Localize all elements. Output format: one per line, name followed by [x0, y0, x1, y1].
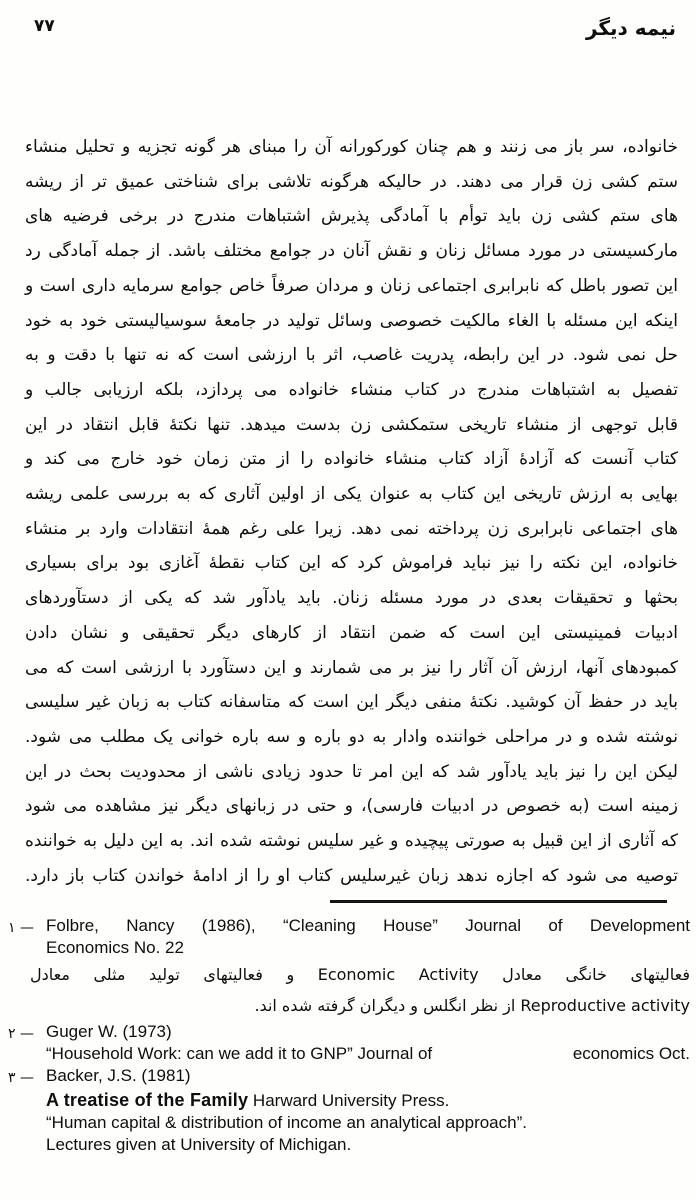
footnote-3-book-title: A treatise of the Family	[46, 1090, 249, 1111]
footnote-1-reference-line1: Folbre, Nancy (1986), “Cleaning House” Journal of Development	[46, 916, 690, 936]
body-line: که آثاری از این قبیل به صورتی پیچیده و غیر سلیس نوشته شده اند. به این دلیل به خواننده	[25, 831, 678, 852]
footnote-1	[8, 915, 690, 959]
body-line: بحثها و تحقیقات بعدی در مورد مسئله زنان. باید یادآور شد که یکی از دستآوردهای	[25, 588, 678, 609]
body-line: های ستم کشی زن باید توأم با آمادگی پذیرش اشتباهات مندرج در برخی فرضیه های	[25, 206, 678, 227]
footnote-2-journal: economics Oct.	[572, 1044, 690, 1064]
body-line: ادبیات فمینیستی این است که ضمن انتقاد از کارهای دیگر تحقیقی و نشان دادن	[25, 622, 678, 643]
footnote-2	[8, 1021, 690, 1065]
body-line: حل نمی شود. در این رابطه، پدریت غاصب، اثر با ارزشی است که نه تنها با دقت و به	[25, 345, 678, 366]
body-line: نوشته شده و در مراحلی خواننده وادار به دو باره و سه باره خوانی یک مطلب می شود.	[25, 726, 678, 747]
body-line: خانواده، این نکته را نیز نباید فراموش کرد که این کتاب نقطهٔ آغازی بود برای بسیاری	[25, 553, 678, 574]
body-line: مارکسیستی در مورد مسائل زنان و نقش آنان در جوامع مختلف باشد. از جمله آمادگی رد	[25, 241, 678, 262]
body-line: ستم کشی زن قرار می دهند. در حالیکه هرگونه تلاشی برای شناختی عمیق تر از ریشه	[25, 171, 678, 192]
footnote-3-book-line	[46, 1089, 690, 1112]
footnote-divider	[330, 900, 667, 903]
footnote-2-reference-line1: Guger W. (1973)	[46, 1022, 172, 1042]
footnote-1-marker: ۱ —	[8, 920, 34, 937]
body-line: توصیه می شود که اجازه ندهد زبان غیرسلیس کتاب او را از ادامهٔ خواندن کتاب باز دارد.	[25, 865, 678, 886]
body-line: خانواده، سر باز می زنند و هم چنان کورکورانه آن را مبنای هر گونه تجزیه و تحلیل منشاء	[25, 137, 678, 157]
footnotes-section	[8, 915, 690, 1156]
body-line: تفصیل به اشتباهات مندرج در کتاب منشاء خانواده می پردازد، بلکه ارزیابی جالب و	[25, 379, 678, 400]
footnote-1-reference-line2: Economics No. 22	[46, 938, 184, 958]
footnote-2-reference-line2	[46, 1043, 690, 1065]
body-line: بهایی به ارزش تاریخی این کتاب به عنوان یکی از اولین آثاری که به بررسی علمی ریشه	[25, 484, 678, 505]
footnote-3-paper-title: “Human capital & distribution of income an analytical approach”.	[46, 1113, 527, 1133]
footnote-3	[8, 1065, 690, 1156]
body-line: های اجتماعی نابرابری زن پرداخته نمی دهد. زیرا علی رغم همهٔ انتقادات وارد بر منشاء	[25, 518, 678, 539]
body-line: باید در حفظ آن کوشید. نکتهٔ منفی دیگر این است که متاسفانه کتاب به زبان غیر سلیسی	[25, 692, 678, 713]
body-line: کتاب آنست که آزادهٔ آزاد کتاب منشاء خانواده را از متن زمان خود خارج می کند و	[25, 449, 678, 470]
page-header	[0, 0, 696, 44]
footnote-1-persian-note-line1: فعالیتهای خانگی معادل Economic Activity و فعالیتهای تولید مثلی معادل	[30, 965, 691, 985]
footnote-3-reference-line1: Backer, J.S. (1981)	[46, 1066, 191, 1086]
body-line: قابل توجهی از منشاء تاریخی ستمکشی زن بدست میدهد. تنها نکتهٔ قابل انتقاد در این	[25, 414, 678, 435]
footnote-3-lectures-line: Lectures given at University of Michigan.	[46, 1135, 352, 1155]
footnote-3-publisher: Harward University Press.	[252, 1091, 450, 1111]
body-line: کمبودهای آنها، ارزش آن آثار را نیز بر می شمارند و این دستآورد با ارزشی است که می	[25, 657, 678, 678]
footnote-1-persian-note-line2: Reproductive activity از نظر انگلس و دیگران گرفته شده اند.	[254, 996, 690, 1016]
article-body	[25, 130, 678, 893]
footnote-3-marker: ۳ —	[8, 1070, 34, 1087]
footnote-2-article-title: “Household Work: can we add it to GNP” Journal of	[46, 1044, 433, 1064]
body-line: زمینه است (به خصوص در ادبیات فارسی)، و حتی در زبانهای دیگر نیز مشاهده می شود	[25, 796, 678, 817]
footnote-2-marker: ۲ —	[8, 1026, 34, 1043]
body-line: لیکن این را نیز باید یادآور شد که این امر تا حدود زیادی ناشی از محدودیت بحث در این	[25, 761, 678, 782]
page-number: ۷۷	[34, 16, 55, 36]
journal-title: نیمه دیگر	[585, 16, 676, 40]
body-line: اینکه این مسئله با الغاء مالکیت خصوصی وسائل تولید در جامعهٔ سوسیالیستی خود به خود	[25, 310, 678, 331]
body-line: این تصور باطل که نابرابری اجتماعی زنان و مردان صرفاً خاص جوامع سرمایه داری است و	[25, 275, 678, 296]
